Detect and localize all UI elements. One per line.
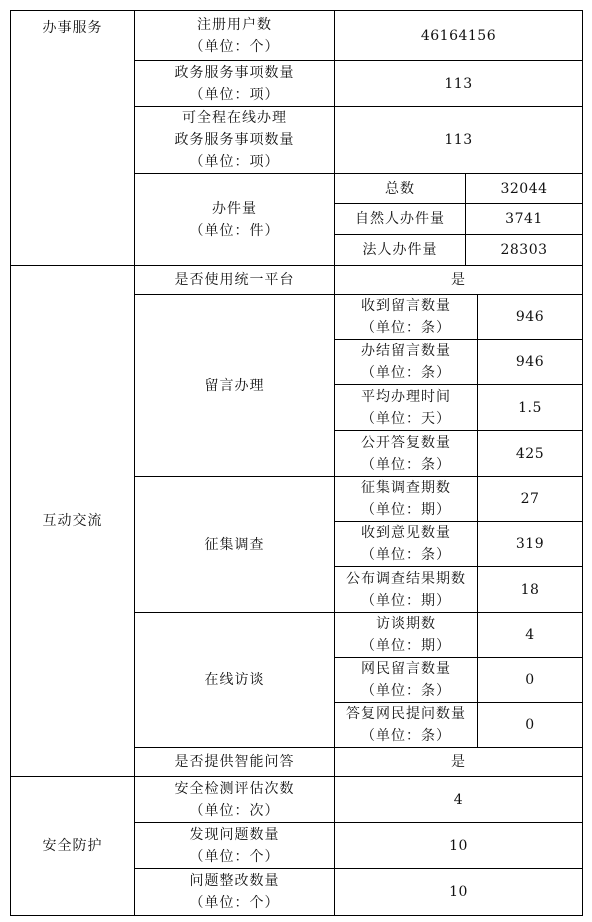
interview-replies-value: 0 xyxy=(477,702,583,748)
messages-closed-value: 946 xyxy=(477,339,583,385)
survey-periods-label: 征集调查期数 （单位：期） xyxy=(334,476,478,522)
online-items-label: 可全程在线办理 政务服务事项数量 （单位：项） xyxy=(134,106,335,174)
survey-opinions-label: 收到意见数量 （单位：条） xyxy=(334,521,478,567)
unified-platform-label: 是否使用统一平台 xyxy=(134,265,335,295)
issues-fixed-label: 问题整改数量 （单位：个） xyxy=(134,868,335,916)
messages-closed-label: 办结留言数量 （单位：条） xyxy=(334,339,478,385)
cases-person-value: 3741 xyxy=(465,203,583,235)
service-items-label: 政务服务事项数量 （单位：项） xyxy=(134,60,335,107)
section-interaction: 互动交流 xyxy=(10,265,135,777)
cases-total-label: 总数 xyxy=(334,173,466,204)
cases-legal-label: 法人办件量 xyxy=(334,234,466,266)
statistics-table xyxy=(10,10,583,916)
interview-replies-label: 答复网民提问数量 （单位：条） xyxy=(334,702,478,748)
section-services: 办事服务 xyxy=(10,10,135,266)
survey-group-label: 征集调查 xyxy=(134,476,335,613)
survey-periods-value: 27 xyxy=(477,476,583,522)
messages-public-label: 公开答复数量 （单位：条） xyxy=(334,430,478,477)
issues-found-value: 10 xyxy=(334,822,583,869)
security-checks-label: 安全检测评估次数 （单位：次） xyxy=(134,776,335,823)
service-items-value: 113 xyxy=(334,60,583,107)
survey-results-value: 18 xyxy=(477,566,583,613)
interview-messages-label: 网民留言数量 （单位：条） xyxy=(334,657,478,703)
registered-users-label: 注册用户数 （单位：个） xyxy=(134,10,335,61)
interview-messages-value: 0 xyxy=(477,657,583,703)
issues-found-label: 发现问题数量 （单位：个） xyxy=(134,822,335,869)
survey-results-label: 公布调查结果期数 （单位：期） xyxy=(334,566,478,613)
cases-total-value: 32044 xyxy=(465,173,583,204)
messages-received-label: 收到留言数量 （单位：条） xyxy=(334,294,478,340)
online-items-value: 113 xyxy=(334,106,583,174)
messages-public-value: 425 xyxy=(477,430,583,477)
smart-qa-label: 是否提供智能问答 xyxy=(134,747,335,777)
unified-platform-value: 是 xyxy=(334,265,583,295)
issues-fixed-value: 10 xyxy=(334,868,583,916)
messages-avg-time-value: 1.5 xyxy=(477,384,583,431)
interview-group-label: 在线访谈 xyxy=(134,612,335,748)
messages-group-label: 留言办理 xyxy=(134,294,335,477)
cases-legal-value: 28303 xyxy=(465,234,583,266)
section-security: 安全防护 xyxy=(10,776,135,916)
messages-avg-time-label: 平均办理时间 （单位：天） xyxy=(334,384,478,431)
messages-received-value: 946 xyxy=(477,294,583,340)
registered-users-value: 46164156 xyxy=(334,10,583,61)
smart-qa-value: 是 xyxy=(334,747,583,777)
cases-label: 办件量 （单位：件） xyxy=(134,173,335,266)
interview-periods-label: 访谈期数 （单位：期） xyxy=(334,612,478,658)
survey-opinions-value: 319 xyxy=(477,521,583,567)
interview-periods-value: 4 xyxy=(477,612,583,658)
cases-person-label: 自然人办件量 xyxy=(334,203,466,235)
security-checks-value: 4 xyxy=(334,776,583,823)
